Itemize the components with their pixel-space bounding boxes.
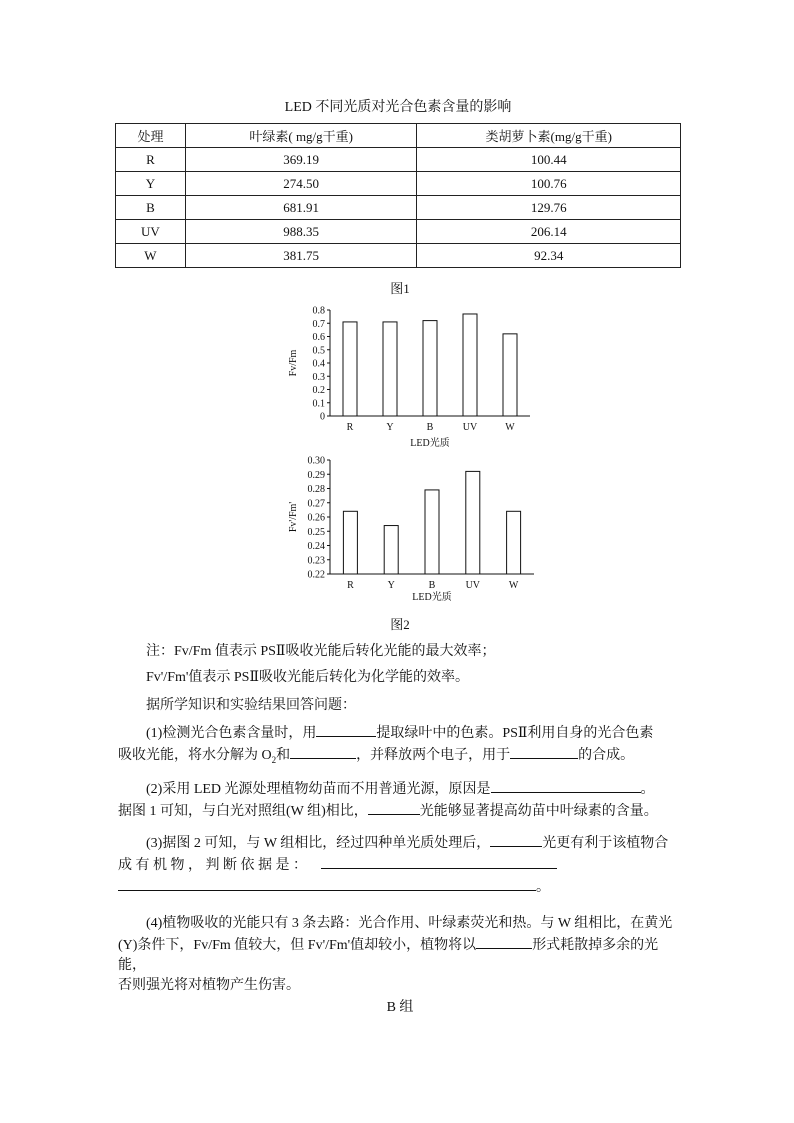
y-tick-label: 0.7 [312, 318, 325, 330]
q4-text-a: (4)植物吸收的光能只有 3 条去路：光合作用、叶绿素荧光和热。与 W 组相比，在黄光 [146, 916, 673, 931]
question-2 [118, 778, 688, 822]
intro-text: 据所学知识和实验结果回答问题： [146, 698, 356, 713]
q3-text-d: 。 [536, 880, 550, 895]
x-tick-label: Y [387, 580, 395, 591]
question-1 [118, 722, 678, 770]
bar [466, 471, 480, 574]
x-tick-label: R [346, 422, 354, 433]
y-tick-label: 0.4 [312, 358, 325, 370]
bar [423, 321, 437, 416]
answer-blank[interactable] [290, 744, 356, 759]
q1-text-d: 和 [276, 748, 291, 763]
x-tick-label: W [505, 422, 515, 433]
q3-text-b: 光更有利于该植物合 [542, 836, 669, 851]
y-tick-label: 0.28 [307, 484, 325, 495]
q4-text-b: (Y)条件下，Fv/Fm 值较大，但 Fv'/Fm'值却较小，植物将以 [118, 938, 477, 953]
q1-text-f: 的合成。 [578, 748, 635, 763]
y-tick-label: 0.23 [307, 555, 325, 567]
y-tick-label: 0.6 [312, 332, 325, 343]
question-3 [118, 832, 678, 898]
q1-text-c: 吸收光能，将水分解为 O [118, 748, 272, 763]
question-4 [118, 914, 684, 996]
y-tick-label: 0.8 [312, 305, 325, 317]
note-2 [118, 668, 678, 688]
note-2-text: Fv'/Fm'值表示 PSⅡ吸收光能后转化为化学能的效率。 [146, 670, 469, 685]
q1-text-b: 提取绿叶中的色素。PSⅡ利用自身的光合色素 [376, 726, 654, 741]
bar [463, 314, 477, 416]
x-tick-label: UV [462, 422, 478, 433]
x-tick-label: B [426, 422, 434, 433]
figure-2-caption: 图2 [390, 617, 410, 632]
answer-blank[interactable] [491, 778, 641, 793]
q2-text-a: (2)采用 LED 光源处理植物幼苗而不用普通光源，原因是 [146, 782, 491, 797]
bar [343, 511, 357, 574]
y-tick-label: 0.1 [312, 398, 325, 410]
note-1 [118, 642, 678, 662]
table-cell: 100.44 [417, 148, 681, 172]
x-axis-label: LED光质 [412, 592, 452, 603]
answer-blank[interactable] [490, 832, 542, 847]
q2-text-d: 光能够显著提高幼苗中叶绿素的含量。 [419, 804, 658, 819]
answer-blank[interactable] [316, 722, 376, 737]
y-axis-label: Fv/Fm [288, 349, 299, 377]
bar [343, 322, 357, 416]
table-cell: R [116, 148, 186, 172]
table-title: LED 不同光质对光合色素含量的影响 [284, 100, 512, 115]
table-cell: UV [116, 220, 186, 244]
y-tick-label: 0.25 [307, 526, 325, 538]
table-cell: 92.34 [417, 244, 681, 268]
y-tick-label: 0.26 [307, 512, 325, 524]
table-header-cell: 类胡萝卜素(mg/g干重) [417, 124, 681, 148]
q2-text-c: 据图 1 可知，与白光对照组(W 组)相比， [118, 804, 368, 819]
bar [425, 490, 439, 574]
y-tick-label: 0.22 [307, 569, 325, 581]
y-tick-label: 0 [320, 411, 325, 423]
x-tick-label: W [508, 580, 519, 591]
section-label: B 组 [386, 1000, 414, 1015]
table-cell: B [116, 196, 186, 220]
x-tick-label: UV [465, 580, 481, 591]
q1-subscript: 2 [271, 754, 277, 765]
bar [503, 334, 517, 416]
figure-1-caption: 图1 [390, 281, 410, 296]
y-tick-label: 0.3 [312, 371, 325, 383]
table-cell: Y [116, 172, 186, 196]
table-cell: 681.91 [185, 196, 417, 220]
q1-text-e: ，并释放两个电子，用于 [356, 748, 511, 763]
note-1-text: 注：Fv/Fm 值表示 PSⅡ吸收光能后转化光能的最大效率； [146, 644, 496, 659]
bar [383, 322, 397, 416]
x-tick-label: B [428, 580, 436, 591]
q4-text-d: 否则强光将对植物产生伤害。 [118, 978, 300, 993]
answer-blank[interactable] [118, 876, 536, 891]
y-tick-label: 0.27 [307, 498, 325, 510]
table-cell: 369.19 [185, 148, 417, 172]
table-cell: 129.76 [417, 196, 681, 220]
table-cell: 381.75 [185, 244, 417, 268]
table-cell: 100.76 [417, 172, 681, 196]
x-tick-label: Y [386, 422, 394, 433]
q1-text-a: (1)检测光合色素含量时，用 [146, 726, 317, 741]
answer-blank[interactable] [476, 934, 532, 949]
x-tick-label: R [347, 580, 354, 591]
table-cell: W [116, 244, 186, 268]
y-tick-label: 0.5 [312, 345, 325, 357]
y-tick-label: 0.24 [307, 541, 325, 552]
y-tick-label: 0.30 [307, 455, 325, 467]
bar [507, 511, 521, 574]
table-cell: 988.35 [185, 220, 417, 244]
q2-text-b: 。 [640, 782, 655, 797]
answer-blank[interactable] [510, 744, 578, 759]
intro-line [118, 696, 678, 716]
bar [384, 526, 398, 574]
x-axis-label: LED光质 [410, 438, 450, 449]
table-cell: 274.50 [185, 172, 417, 196]
y-axis-label: Fv'/Fm' [288, 501, 299, 533]
q3-text-a: (3)据图 2 可知，与 W 组相比，经过四种单光质处理后， [146, 836, 491, 851]
y-tick-label: 0.2 [312, 385, 325, 396]
answer-blank[interactable] [368, 800, 420, 815]
y-tick-label: 0.29 [307, 469, 325, 481]
answer-blank[interactable] [321, 854, 557, 869]
q4-text-c: 形式耗散掉多余的光能， [118, 938, 659, 973]
table-cell: 206.14 [417, 220, 681, 244]
q3-text-c: 成 有 机 物 ， 判 断 依 据 是 ： [118, 858, 307, 873]
table-header-cell: 处理 [116, 124, 186, 148]
table-header-cell: 叶绿素( mg/g干重) [185, 124, 417, 148]
